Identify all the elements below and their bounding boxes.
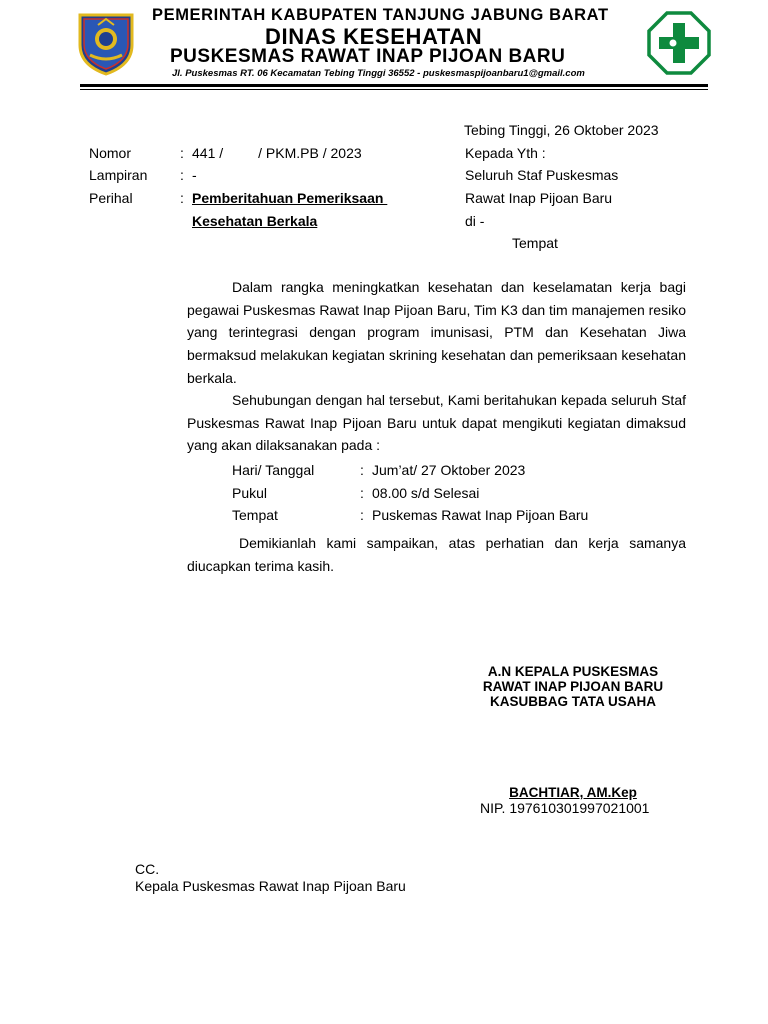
schedule-value-place: Puskemas Rawat Inap Pijoan Baru [372, 507, 589, 523]
body-paragraph-1: Dalam rangka meningkatkan kesehatan dan keselamatan kerja bagi pegawai Puskesmas Rawat Inap Pijoan Baru, Tim K3 dan tim manajemen resiko yang terintegrasi dengan program imunisasi, PTM dan Kesehatan Jiwa bermaksud melakukan kegiatan skrining kesehatan dan pemeriksaan kesehatan berkala. [187, 279, 686, 386]
lampiran-value: - [192, 167, 197, 183]
lampiran-colon: : [180, 167, 184, 183]
schedule-colon-place: : [360, 507, 364, 523]
place-date: Tebing Tinggi, 26 Oktober 2023 [464, 122, 659, 138]
body-paragraph-3: Demikianlah kami sampaikan, atas perhatian dan kerja samanya diucapkan terima kasih. [187, 535, 686, 574]
perihal-label: Perihal [89, 190, 133, 206]
signatory-nip: NIP. 197610301997021001 [480, 800, 650, 816]
letterhead-divider-thick [80, 84, 708, 87]
letterhead-divider-thin [80, 89, 708, 90]
schedule-label-day: Hari/ Tanggal [232, 462, 315, 478]
lampiran-label: Lampiran [89, 167, 148, 183]
schedule-colon-time: : [360, 485, 364, 501]
schedule-value-day: Jum’at/ 27 Oktober 2023 [372, 462, 526, 478]
puskesmas-logo-icon [647, 11, 711, 75]
recipient-line3: Rawat Inap Pijoan Baru [465, 190, 613, 206]
letterhead-line1: PEMERINTAH KABUPATEN TANJUNG JABUNG BARAT [152, 6, 609, 24]
schedule-value-time: 08.00 s/d Selesai [372, 485, 480, 501]
schedule-colon-day: : [360, 462, 364, 478]
signature-title-3: KASUBBAG TATA USAHA [490, 694, 656, 709]
signature-title-2: RAWAT INAP PIJOAN BARU [482, 679, 664, 694]
recipient-line5: Tempat [512, 235, 558, 251]
signatory-name: BACHTIAR, AM.Kep [509, 785, 637, 800]
recipient-line4: di - [465, 213, 485, 229]
letterhead-line2: DINAS KESEHATAN [265, 24, 483, 49]
recipient-line2: Seluruh Staf Puskesmas [465, 167, 619, 183]
cc-label: CC. [135, 861, 160, 877]
regency-emblem-icon [76, 11, 136, 77]
perihal-line1: Pemberitahuan Pemeriksaan [192, 190, 388, 206]
perihal-colon: : [180, 190, 184, 206]
cc-recipient: Kepala Puskesmas Rawat Inap Pijoan Baru [135, 878, 406, 894]
recipient-line1: Kepada Yth : [465, 145, 546, 161]
body-paragraph-2: Sehubungan dengan hal tersebut, Kami beritahukan kepada seluruh Staf Puskesmas Rawat Inap Pijoan Baru untuk dapat mengikuti kegiatan dimaksud yang akan dilaksanakan pada : [187, 392, 686, 454]
perihal-line2: Kesehatan Berkala [192, 213, 318, 229]
nomor-label: Nomor [89, 145, 132, 161]
letterhead-address: Jl. Puskesmas RT. 06 Kecamatan Tebing Tinggi 36552 - puskesmaspijoanbaru1@gmail.com [172, 68, 585, 79]
signature-title-1: A.N KEPALA PUSKESMAS [487, 664, 659, 679]
nomor-colon: : [180, 145, 184, 161]
nomor-value: 441 / / PKM.PB / 2023 [192, 145, 362, 161]
schedule-label-time: Pukul [232, 485, 268, 501]
letterhead-line3: PUSKESMAS RAWAT INAP PIJOAN BARU [170, 46, 566, 67]
schedule-label-place: Tempat [232, 507, 278, 523]
